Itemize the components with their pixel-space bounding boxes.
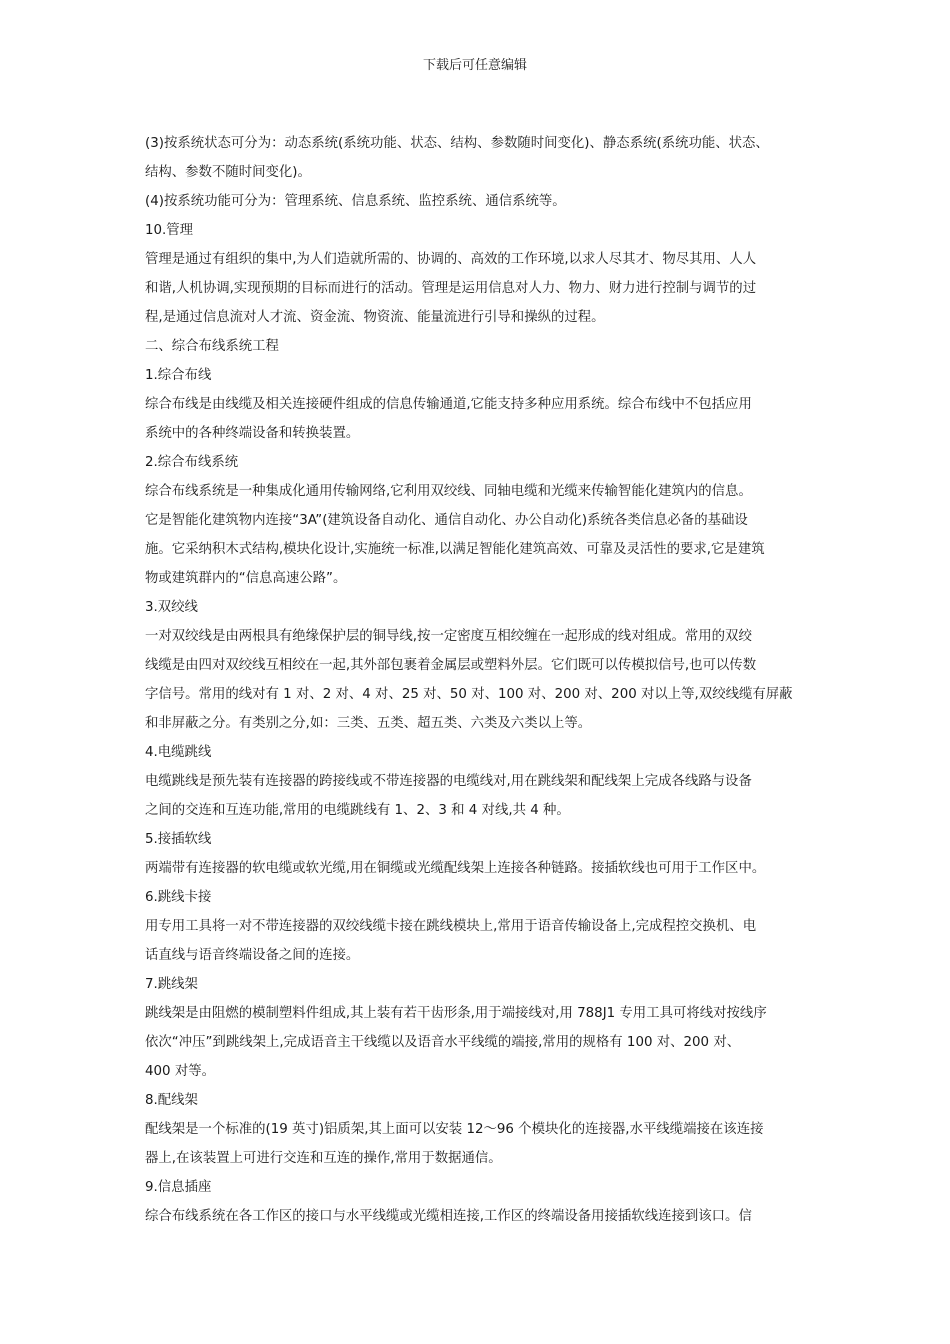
text-line: 线缆是由四对双绞线互相绞在一起,其外部包裹着金属层或塑料外层。它们既可以传模拟信号,也可以传数 bbox=[145, 658, 757, 673]
text-line: 4.电缆跳线 bbox=[145, 745, 212, 760]
text-line: 2.综合布线系统 bbox=[145, 455, 239, 470]
text-line: 电缆跳线是预先装有连接器的跨接线或不带连接器的电缆线对,用在跳线架和配线架上完成各线路与设备 bbox=[145, 774, 752, 789]
paragraph bbox=[145, 187, 807, 216]
text-line: 和谐,人机协调,实现预期的目标而进行的活动。管理是运用信息对人力、物力、财力进行控制与调节的过 bbox=[145, 281, 757, 296]
text-line: 7.跳线架 bbox=[145, 977, 198, 992]
paragraph bbox=[145, 622, 807, 738]
text-line: 和非屏蔽之分。有类别之分,如：三类、五类、超五类、六类及六类以上等。 bbox=[145, 716, 592, 731]
paragraph bbox=[145, 129, 807, 187]
document-body bbox=[145, 129, 807, 1231]
text-line: 跳线架是由阻燃的模制塑料件组成,其上装有若干齿形条,用于端接线对,用 788J1 专用工具可将线对按线序 bbox=[145, 1006, 767, 1021]
text-line: 之间的交连和互连功能,常用的电缆跳线有 1、2、3 和 4 对线,共 4 种。 bbox=[145, 803, 570, 818]
text-line: 5.接插软线 bbox=[145, 832, 212, 847]
paragraph bbox=[145, 738, 807, 767]
paragraph bbox=[145, 477, 807, 593]
text-line: 综合布线系统是一种集成化通用传输网络,它利用双绞线、同轴电缆和光缆来传输智能化建筑内的信息。 bbox=[145, 484, 752, 499]
text-line: 1.综合布线 bbox=[145, 368, 212, 383]
text-line: 综合布线是由线缆及相关连接硬件组成的信息传输通道,它能支持多种应用系统。综合布线中不包括应用 bbox=[145, 397, 752, 412]
paragraph bbox=[145, 1086, 807, 1115]
text-line: 二、综合布线系统工程 bbox=[145, 339, 279, 354]
text-line: 综合布线系统在各工作区的接口与水平线缆或光缆相连接,工作区的终端设备用接插软线连接到该口。信 bbox=[145, 1209, 752, 1224]
text-line: 8.配线架 bbox=[145, 1093, 198, 1108]
text-line: 器上,在该装置上可进行交连和互连的操作,常用于数据通信。 bbox=[145, 1151, 502, 1166]
text-line: (3)按系统状态可分为：动态系统(系统功能、状态、结构、参数随时间变化)、静态系统(系统功能、状态、 bbox=[145, 136, 769, 151]
paragraph bbox=[145, 361, 807, 390]
paragraph bbox=[145, 216, 807, 245]
text-line: 依次“冲压”到跳线架上,完成语音主干线缆以及语音水平线缆的端接,常用的规格有 100 对、200 对、 bbox=[145, 1035, 741, 1050]
paragraph bbox=[145, 883, 807, 912]
text-line: 用专用工具将一对不带连接器的双绞线缆卡接在跳线模块上,常用于语音传输设备上,完成程控交换机、电 bbox=[145, 919, 757, 934]
text-line: 话直线与语音终端设备之间的连接。 bbox=[145, 948, 360, 963]
paragraph bbox=[145, 999, 807, 1086]
text-line: 10.管理 bbox=[145, 223, 194, 238]
text-line: 字信号。常用的线对有 1 对、2 对、4 对、25 对、50 对、100 对、200 对、200 对以上等,双绞线缆有屏蔽 bbox=[145, 687, 793, 702]
paragraph bbox=[145, 1202, 807, 1231]
text-line: 配线架是一个标准的(19 英寸)铝质架,其上面可以安装 12～96 个模块化的连接器,水平线缆端接在该连接 bbox=[145, 1122, 764, 1137]
text-line: 物或建筑群内的“信息高速公路”。 bbox=[145, 571, 347, 586]
text-line: 400 对等。 bbox=[145, 1064, 215, 1079]
paragraph bbox=[145, 767, 807, 825]
paragraph bbox=[145, 390, 807, 448]
paragraph bbox=[145, 1173, 807, 1202]
text-line: 管理是通过有组织的集中,为人们造就所需的、协调的、高效的工作环境,以求人尽其才、物尽其用、人人 bbox=[145, 252, 757, 267]
text-line: 结构、参数不随时间变化)。 bbox=[145, 165, 311, 180]
text-line: 一对双绞线是由两根具有绝缘保护层的铜导线,按一定密度互相绞缠在一起形成的线对组成。常用的双绞 bbox=[145, 629, 752, 644]
text-line: (4)按系统功能可分为：管理系统、信息系统、监控系统、通信系统等。 bbox=[145, 194, 566, 209]
text-line: 它是智能化建筑物内连接“3A”(建筑设备自动化、通信自动化、办公自动化)系统各类信息必备的基础设 bbox=[145, 513, 748, 528]
text-line: 两端带有连接器的软电缆或软光缆,用在铜缆或光缆配线架上连接各种链路。接插软线也可用于工作区中。 bbox=[145, 861, 766, 876]
paragraph bbox=[145, 593, 807, 622]
paragraph bbox=[145, 970, 807, 999]
text-line: 施。它采纳积木式结构,模块化设计,实施统一标准,以满足智能化建筑高效、可靠及灵活性的要求,它是建筑 bbox=[145, 542, 765, 557]
paragraph bbox=[145, 825, 807, 854]
page-header: 下载后可任意编辑 bbox=[422, 58, 527, 73]
paragraph bbox=[145, 912, 807, 970]
text-line: 程,是通过信息流对人才流、资金流、物资流、能量流进行引导和操纵的过程。 bbox=[145, 310, 605, 325]
paragraph bbox=[145, 1115, 807, 1173]
paragraph bbox=[145, 332, 807, 361]
text-line: 9.信息插座 bbox=[145, 1180, 212, 1195]
text-line: 3.双绞线 bbox=[145, 600, 198, 615]
paragraph bbox=[145, 448, 807, 477]
paragraph bbox=[145, 854, 807, 883]
text-line: 系统中的各种终端设备和转换装置。 bbox=[145, 426, 360, 441]
paragraph bbox=[145, 245, 807, 332]
text-line: 6.跳线卡接 bbox=[145, 890, 212, 905]
